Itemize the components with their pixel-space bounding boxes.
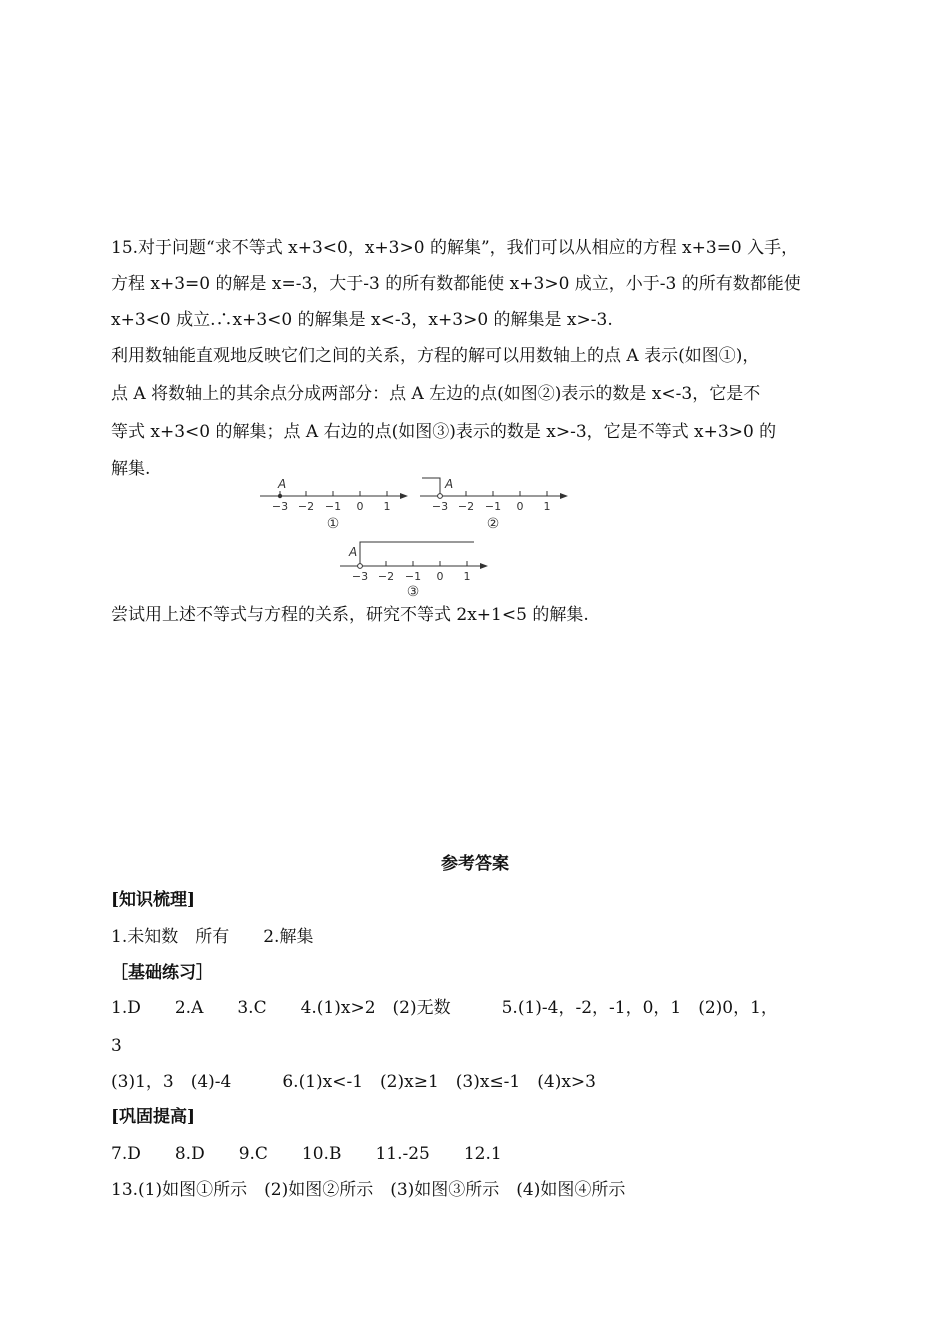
problem-line-2: 方程 x+3=0 的解是 x=-3，大于-3 的所有数都能使 x+3>0 成立，小于-3 的所有数都能使 [111, 274, 801, 294]
point-a [438, 494, 443, 499]
number-line-figure-3 [338, 536, 498, 600]
axis-arrow [560, 493, 568, 499]
answer-line: 3 [111, 1036, 122, 1056]
tick-label: −2 [297, 500, 315, 513]
tick-label: −1 [484, 500, 502, 513]
section-basic-practice: ［基础练习］ [111, 963, 213, 983]
point-a-label: A [349, 545, 358, 559]
problem-line-1: 15.对于问题“求不等式 x+3<0，x+3>0 的解集”，我们可以从相应的方程 x+3=0 入手， [111, 238, 799, 258]
tick-label: 0 [356, 500, 364, 513]
tick-label: −1 [324, 500, 342, 513]
answer-line: 1.未知数 所有 2.解集 [111, 927, 314, 947]
answer-line: 13.(1)如图①所示 (2)如图②所示 (3)如图③所示 (4)如图④所示 [111, 1180, 626, 1200]
answers-title: 参考答案 [441, 854, 509, 874]
figure-label: ③ [406, 584, 420, 600]
point-a-label: A [278, 477, 287, 491]
answer-line: (3)1，3 (4)-4 6.(1)x<-1 (2)x≥1 (3)x≤-1 (4)x>3 [111, 1072, 596, 1092]
number-line-figure-2 [418, 472, 578, 534]
number-line-figure-1 [258, 472, 418, 534]
tick-label: −2 [457, 500, 475, 513]
tick-label: −3 [431, 500, 449, 513]
axis-arrow [400, 493, 408, 499]
problem-line-3: x+3<0 成立.∴x+3<0 的解集是 x<-3，x+3>0 的解集是 x>-3. [111, 310, 613, 330]
tick-label: −3 [351, 570, 369, 583]
figure-label: ① [326, 516, 340, 532]
tick-label: −1 [404, 570, 422, 583]
solution-bracket-left [422, 478, 440, 496]
tick-label: 1 [543, 500, 551, 513]
tick-label: 1 [383, 500, 391, 513]
answer-line: 1.D 2.A 3.C 4.(1)x>2 (2)无数 5.(1)-4，-2，-1，0，1 (2)0，1， [111, 998, 778, 1018]
section-consolidation: [巩固提高] [111, 1107, 196, 1127]
problem-line-6: 等式 x+3<0 的解集；点 A 右边的点(如图③)表示的数是 x>-3，它是不等式 x+3>0 的 [111, 422, 777, 442]
solution-bracket-right [360, 542, 474, 566]
tick-label: 0 [516, 500, 524, 513]
tick-label: 1 [463, 570, 471, 583]
figure-label: ② [486, 516, 500, 532]
problem-line-5: 点 A 将数轴上的其余点分成两部分：点 A 左边的点(如图②)表示的数是 x<-3，它是不 [111, 384, 761, 404]
point-a [358, 564, 363, 569]
tick-label: −3 [271, 500, 289, 513]
section-knowledge-review: [知识梳理] [111, 890, 196, 910]
tick-label: −2 [377, 570, 395, 583]
tick-label: 0 [436, 570, 444, 583]
problem-line-4: 利用数轴能直观地反映它们之间的关系，方程的解可以用数轴上的点 A 表示(如图①)， [111, 346, 760, 366]
problem-line-7: 解集. [111, 459, 151, 479]
point-a-label: A [445, 477, 454, 491]
axis-arrow [480, 563, 488, 569]
answer-line: 7.D 8.D 9.C 10.B 11.-25 12.1 [111, 1144, 502, 1164]
problem-question: 尝试用上述不等式与方程的关系，研究不等式 2x+1<5 的解集. [111, 605, 589, 625]
